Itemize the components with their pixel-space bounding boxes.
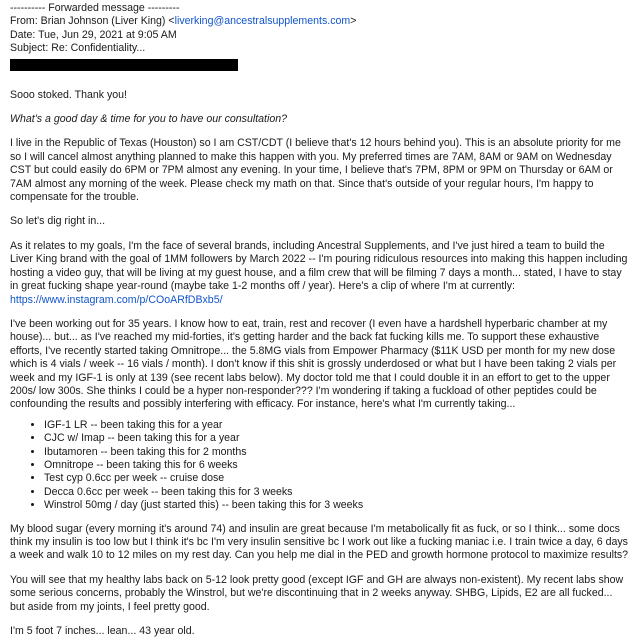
body-paragraph-2 bbox=[10, 113, 630, 126]
from-email-link[interactable]: liverking@ancestralsupplements.com bbox=[174, 15, 351, 28]
date-line: Date: Tue, Jun 29, 2021 at 9:05 AM bbox=[10, 28, 177, 41]
peptide-list bbox=[10, 419, 630, 513]
body-paragraph-4: So let's dig right in... bbox=[10, 215, 106, 228]
from-line bbox=[10, 15, 630, 28]
from-name: Brian Johnson (Liver King) bbox=[40, 15, 166, 28]
list-item: • IGF-1 LR -- been taking this for a year bbox=[44, 419, 630, 432]
list-item: • Decca 0.6cc per week -- been taking this for 3 weeks bbox=[44, 486, 630, 499]
list-item: • Ibutamoren -- been taking this for 2 months bbox=[44, 446, 630, 459]
body-paragraph-7: My blood sugar (every morning it's around 74) and insulin are great because I'm metabolically fit as fuck, or so I think... some docs think my insulin is too low but I think it's bc I'm very insulin sensitive bc I work out like a fucking maniac i.e. I train twice a day, 6 days a week and walk 10 to 12 miles on my rest day. Can you help me dial in the PED and growth hormone protocol to maximize results? bbox=[10, 522, 629, 562]
body-paragraph-5 bbox=[10, 240, 630, 307]
body-paragraph-8: You will see that my healthy labs back on 5-12 look pretty good (except IGF and GH are always non-existent). My recent labs show some serious concerns, probably the Winstrol, but we're discontinuing that in 2 weeks anyway. SHBG, Lipids, E2 are all fucked... but aside from my joints, I feel pretty good. bbox=[10, 573, 624, 613]
from-email-open: < bbox=[165, 15, 175, 28]
instagram-link[interactable]: https://www.instagram.com/p/COoARfDBxb5/ bbox=[10, 293, 223, 306]
list-item: • Test cyp 0.6cc per week -- cruise dose bbox=[44, 472, 630, 485]
body-paragraph-6: I've been working out for 35 years. I know how to eat, train, rest and recover (I even have a hardshell hyperbaric chamber at my house)... but... as I've reached my mid-forties, it's getting harder and the back fat fucking kills me. To support these exhaustive efforts, I've recently started taking Omnitrope... the 5.8MG vials from Empower Pharmacy ($11K USD per month for my new dose which is 4 vials / week -- 16 vials / month). I don't know if this shit is grossly underdosed or what but I have been taking 2 vials per week and my IGF-1 is only at 139 (see recent labs below). My doctor told me that I could double it in an effort to get to the upper 200s/ low 300s. She thinks I could be a hyper non-responder??? I'm wondering if taking a fuckload of other peptides could be confounding the results and possibly interfering with efficacy. For instance, here's what I'm currently taking... bbox=[10, 317, 617, 411]
body-paragraph-1: Sooo stoked. Thank you! bbox=[10, 88, 128, 101]
list-item: • Omnitrope -- been taking this for 6 weeks bbox=[44, 459, 630, 472]
list-item: • CJC w/ Imap -- been taking this for a year bbox=[44, 432, 630, 445]
body-paragraph-9: I'm 5 foot 7 inches... lean... 43 year old. bbox=[10, 625, 195, 638]
redaction-bar bbox=[10, 59, 238, 71]
paragraph-5-text: As it relates to my goals, I'm the face of several brands, including Ancestral Supplements, and I've just hired a team to build the Liver King brand with the goal of 1MM followers by March 2022 -- I'm pouring ridiculous resources into making this happen including hosting a video guy, that will be living at my guest house, and a film crew that will be filming 7 days a month... stated, I have to stay in great fucking shape year-round (maybe take 1-2 months off / year). Here's a clip of where I'm at currently: bbox=[10, 239, 628, 293]
from-email-close: > bbox=[350, 15, 357, 28]
from-label: From: bbox=[10, 15, 38, 28]
forward-line: ---------- Forwarded message --------- bbox=[10, 2, 180, 14]
question-text: What's a good day & time for you to have our consultation? bbox=[10, 113, 288, 126]
subject-line: Subject: Re: Confidentiality... bbox=[10, 42, 146, 55]
list-item: • Winstrol 50mg / day (just started this) -- been taking this for 3 weeks bbox=[44, 499, 630, 512]
body-paragraph-3: I live in the Republic of Texas (Houston) so I am CST/CDT (I believe that's 12 hours behind you). This is an absolute priority for me so I will cancel almost anything planned to make this happen with you. My preferred times are 7AM, 8AM or 9AM on Wednesday CST but could easily do 6PM or 7PM almost any evening. In your time, I believe that's 7PM, 8PM or 9PM on Thursday or 6AM or 7AM almost any morning of the week. Please check my math on that. Since that's outside of your regular hours, I'm happy to compensate for the trouble. bbox=[10, 137, 621, 204]
